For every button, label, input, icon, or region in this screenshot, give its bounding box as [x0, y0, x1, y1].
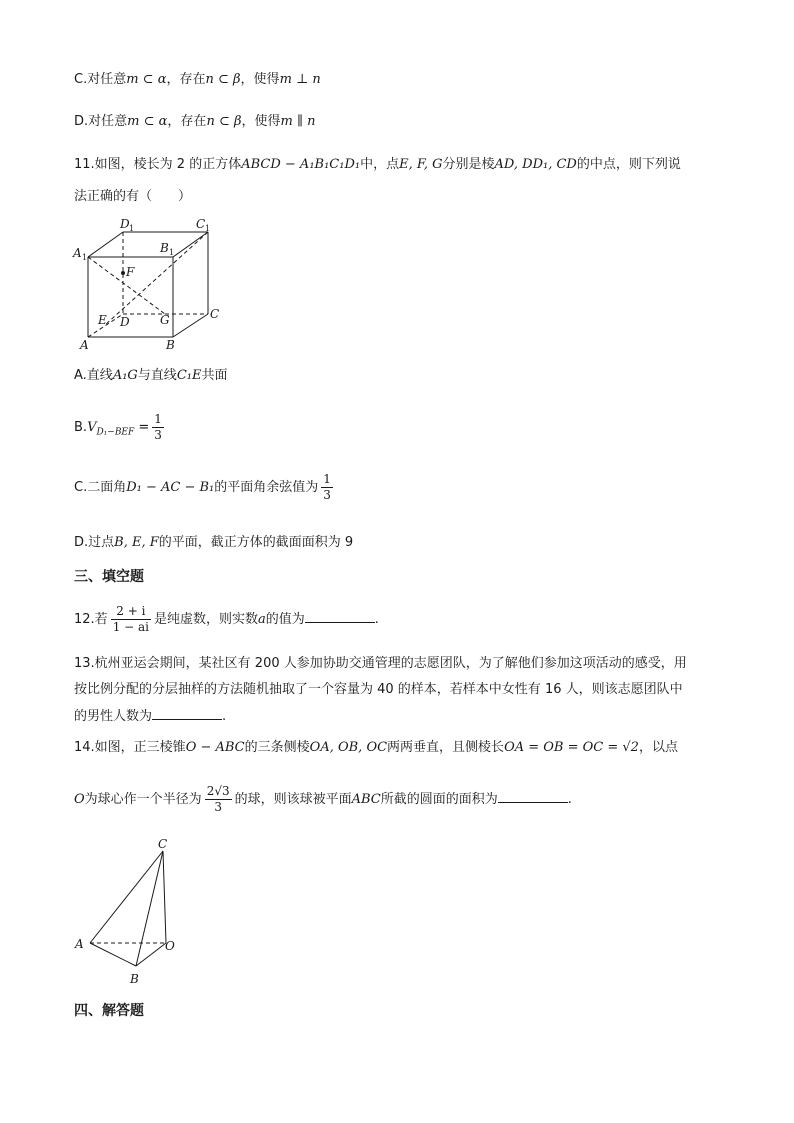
label-b: B: [166, 338, 175, 352]
q11-stem-line2: 法正确的有（ ）: [74, 189, 192, 204]
answer-blank: [305, 608, 375, 623]
fraction: $\frac{1}{3}$: [323, 472, 331, 502]
label-b: B: [130, 972, 139, 986]
q13-line3: 的男性人数为 .: [74, 705, 226, 727]
math: m ⊥ n: [279, 72, 321, 87]
q12: 12.若 $\frac{2 + i}{1 - ai}$ 是纯虚数，则实数a的值为 .: [74, 604, 379, 634]
label-d1: D: [120, 217, 130, 231]
label-a: A: [80, 338, 89, 352]
math: n ⊂ β: [206, 114, 242, 129]
option-c: C.对任意m ⊂ α，存在n ⊂ β，使得m ⊥ n: [74, 72, 321, 87]
label-f: F: [126, 265, 135, 279]
q13-line1: 13.杭州亚运会期间，某社区有 200 人参加协助交通管理的志愿团队，为了解他们参加这项活动的感受，用: [74, 656, 687, 671]
q13-line2: 按比例分配的分层抽样的方法随机抽取了一个容量为 40 的样本，若样本中女性有 16 人，则该志愿团队中: [74, 682, 683, 697]
fraction: $\frac{1}{3}$: [154, 412, 162, 442]
q11-option-b: $B.V_{D_1-BEF}$ = $\frac{1}{3}$: [74, 412, 162, 442]
q11-option-a: A.直线A₁G与直线C₁E共面: [74, 368, 228, 383]
label-e: E: [98, 313, 107, 327]
math: n ⊂ β: [205, 72, 241, 87]
cube-figure: [70, 212, 230, 354]
fraction: $\frac{2 + i}{1 - ai}$: [112, 604, 149, 634]
label-b1: B: [160, 241, 169, 255]
label-a1: A: [73, 246, 82, 260]
section-heading: 四、解答题: [74, 1003, 144, 1019]
answer-blank: [498, 788, 568, 803]
q11-option-c: C.二面角D₁ − AC − B₁的平面角余弦值为 $\frac{1}{3}$: [74, 472, 331, 502]
pyramid-figure: [70, 835, 190, 990]
label-d: D: [120, 315, 130, 329]
label-c: C: [158, 837, 168, 851]
math: m ⊂ α: [127, 114, 168, 129]
point-f: [121, 271, 125, 275]
answer-blank: [152, 705, 222, 720]
fraction: $\frac{2√3}{3}$: [206, 784, 230, 814]
math: m ∥ n: [280, 114, 316, 129]
math: m ⊂ α: [126, 72, 167, 87]
svg-text:1: 1: [129, 224, 135, 233]
label-g: G: [160, 313, 170, 327]
svg-text:1: 1: [82, 253, 88, 262]
option-d: D.对任意m ⊂ α，存在n ⊂ β，使得m ∥ n: [74, 114, 316, 129]
label-c: C: [210, 307, 220, 321]
label-o: O: [165, 939, 175, 953]
q11-option-d: D.过点B, E, F的平面，截正方体的截面面积为 9: [74, 535, 354, 550]
q14-line2: O为球心作一个半径为 $\frac{2√3}{3}$ 的球，则该球被平面ABC所截的圆面的面积为 .: [74, 784, 572, 814]
q14-line1: 14.如图，正三棱锥O − ABC的三条侧棱OA, OB, OC两两垂直，且侧棱长OA = OB = OC = √2，以点: [74, 740, 678, 755]
label-c1: C: [196, 217, 206, 231]
svg-text:1: 1: [169, 248, 175, 257]
section-heading: 三、填空题: [74, 569, 144, 585]
svg-text:1: 1: [205, 224, 211, 233]
q11-stem-line1: 11.如图，棱长为 2 的正方体ABCD − A₁B₁C₁D₁中，点E, F, G分别是棱AD, DD₁, CD的中点，则下列说: [74, 157, 681, 172]
label-a: A: [75, 937, 84, 951]
